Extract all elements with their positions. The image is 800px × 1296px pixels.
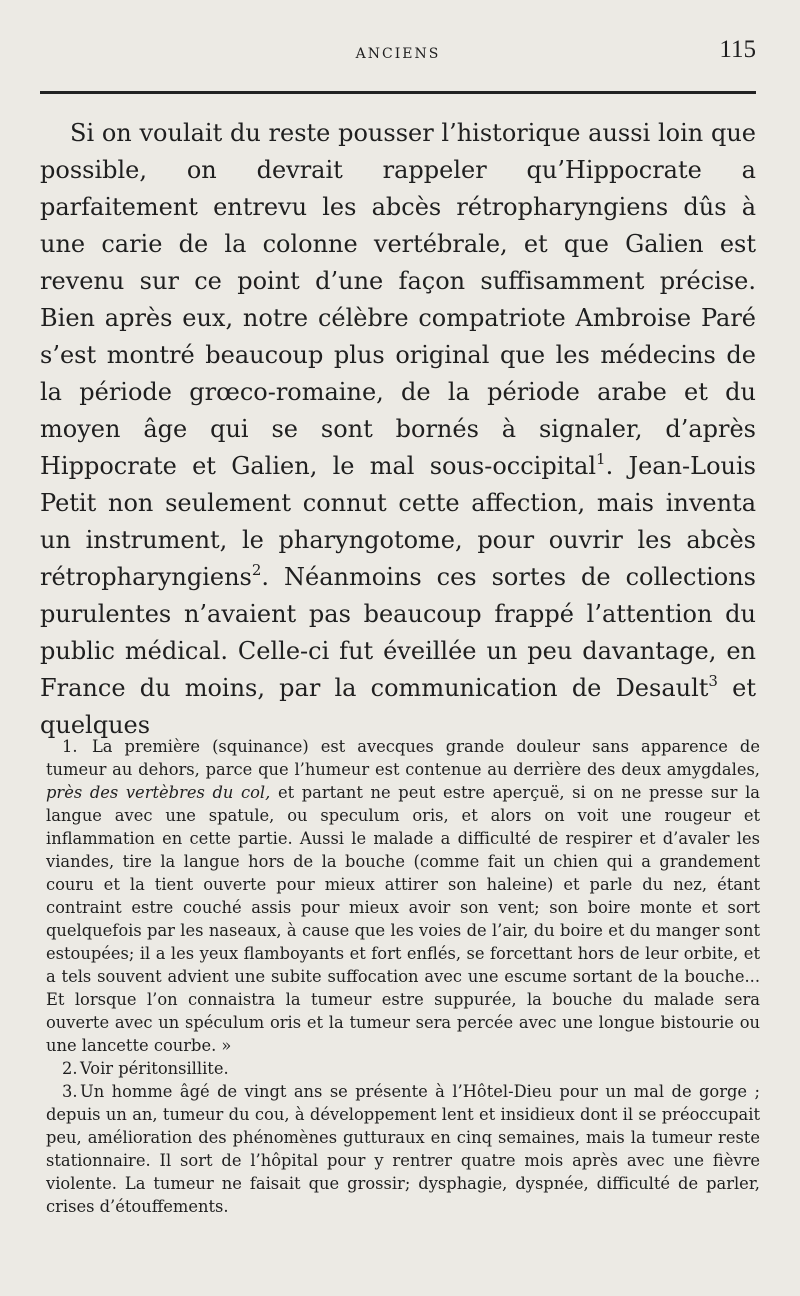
footnote-text: La première (squinance) est avecques grande douleur sans apparence de tumeur au dehors, parce que l’humeur est contenue au derrière des deux amygdales, [46, 737, 760, 779]
footnote-2 [46, 1057, 760, 1080]
footnote-label: 1. [62, 737, 78, 756]
header-rule [40, 91, 756, 94]
paragraph-text: et quelques [40, 674, 756, 739]
running-title: ANCIENS [355, 46, 441, 62]
running-head [40, 34, 756, 74]
footnote-ref-3: 3 [708, 672, 718, 690]
main-text [40, 115, 756, 744]
footnote-1 [46, 735, 760, 1057]
paragraph-text: . Jean-Louis Petit non seulement connut cette affection, mais inventa un instrument, le pharyngotome, pour ouvrir les abcès rétropharyngiens [40, 452, 756, 591]
footnotes [46, 735, 760, 1218]
paragraph-text: Si on voulait du reste pousser l’historique aussi loin que possible, on devrait rappeler qu’Hippocrate a parfaitement entrevu les abcès rétropharyngiens dûs à une carie de la colonne vertébrale, et que Galien est revenu sur ce point d’une façon suffisamment précise. Bien après eux, notre célèbre compatriote Ambroise Paré s’est montré beaucoup plus original que les médecins de la période grœco-romaine, de la période arabe et du moyen âge qui se sont bornés à signaler, d’après Hippocrate et Galien, le mal sous-occipital [40, 119, 756, 480]
footnote-text: et partant ne peut estre aperçuë, si on ne presse sur la langue avec une spatule, ou speculum oris, et alors on voit une rougeur et inflammation en cette partie. Aussi le malade a difficulté de respirer et d’avaler les viandes, tire la langue hors de la bouche (comme fait un chien qui a grandement couru et la tient ouverte pour mieux attirer son haleine) et parle du nez, étant contraint estre couché assis pour mieux avoir son vent; son boire monte et sort quelquefois par les naseaux, à cause que les voies de l’air, du boire et du manger sont estoupées; il a les yeux flamboyants et fort enflés, se forcettant hors de leur orbite, et a tels souvent advient une subite suffocation avec une escume sortant de la bouche... Et lorsque l’on connaistra la tumeur estre suppurée, la bouche du malade sera ouverte avec un spéculum oris et la tumeur sera percée avec une longue bistourie ou une lancette courbe. » [46, 783, 760, 1055]
paragraph [40, 115, 756, 744]
footnote-italic: près des vertèbres du col, [46, 783, 271, 802]
footnote-text: Voir péritonsillite. [80, 1059, 229, 1078]
footnote-ref-2: 2 [251, 561, 262, 579]
footnote-ref-1: 1 [596, 450, 606, 468]
footnote-text: Un homme âgé de vingt ans se présente à l’Hôtel-Dieu pour un mal de gorge ; depuis un an, tumeur du cou, à développement lent et insidieux dont il se préoccupait peu, amélioration des phénomènes gutturaux en cinq semaines, mais la tumeur reste stationnaire. Il sort de l’hôpital pour y rentrer quatre mois après avec une fièvre violente. La tumeur ne faisait que grossir; dysphagie, dyspnée, difficulté de parler, crises d’étouffements. [46, 1082, 760, 1216]
footnote-label: 3. [62, 1082, 78, 1101]
paragraph-text: . Néanmoins ces sortes de collections purulentes n’avaient pas beaucoup frappé l’attention du public médical. Celle-ci fut éveillée un peu davantage, en France du moins, par la communication de Desault [40, 563, 756, 702]
page-number: 115 [719, 36, 756, 63]
footnote-label: 2. [62, 1059, 78, 1078]
footnote-3 [46, 1080, 760, 1218]
